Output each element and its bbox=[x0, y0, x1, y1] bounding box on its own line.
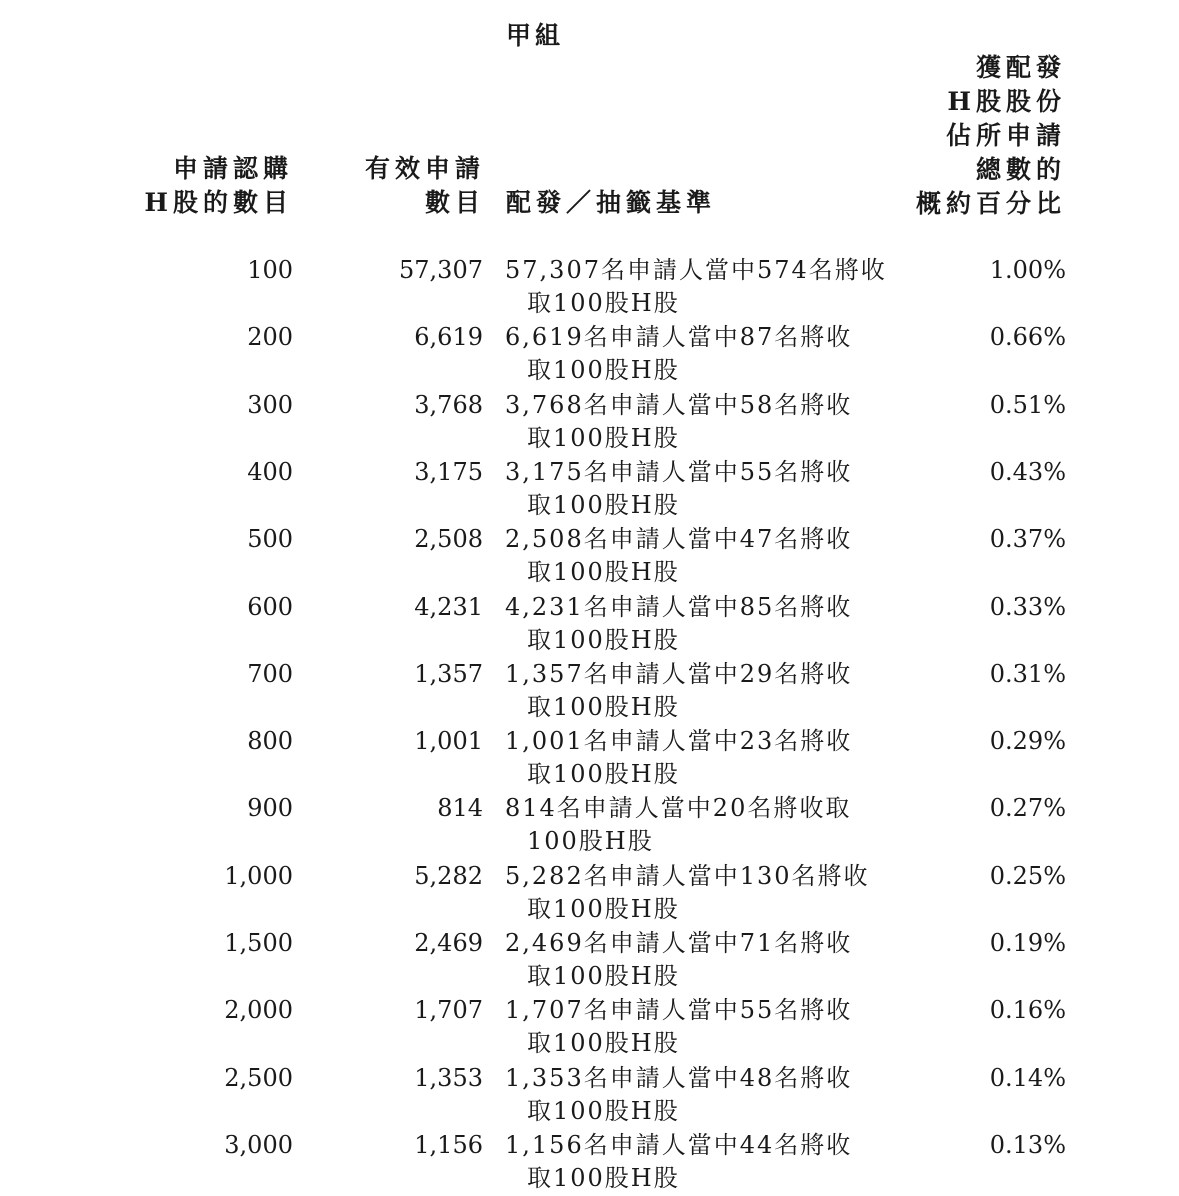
basis-line: 3,175名申請人當中55名將收 bbox=[505, 458, 853, 486]
table-row bbox=[0, 591, 1179, 658]
allotment-basis-cell bbox=[505, 860, 895, 926]
valid-applications-cell: 1,156 bbox=[414, 1131, 483, 1159]
basis-line: 取100股H股 bbox=[527, 1164, 680, 1192]
basis-line: 1,707名申請人當中55名將收 bbox=[505, 996, 853, 1024]
valid-applications-cell: 2,508 bbox=[414, 525, 483, 553]
basis-line: 取100股H股 bbox=[527, 693, 680, 721]
allotment-basis-cell bbox=[505, 927, 895, 993]
basis-line: 3,768名申請人當中58名將收 bbox=[505, 391, 853, 419]
applied-shares-cell: 900 bbox=[247, 794, 293, 822]
basis-line: 5,282名申請人當中130名將收 bbox=[505, 862, 870, 890]
basis-line: 取100股H股 bbox=[527, 558, 680, 586]
valid-applications-cell: 3,175 bbox=[414, 458, 483, 486]
table-row bbox=[0, 792, 1179, 859]
percentage-cell: 0.33% bbox=[989, 593, 1066, 621]
allotment-basis-cell bbox=[505, 389, 895, 455]
header-percent-line: H股股份 bbox=[947, 87, 1066, 116]
valid-applications-cell: 3,768 bbox=[414, 391, 483, 419]
percentage-cell: 0.43% bbox=[989, 458, 1066, 486]
percentage-cell: 0.13% bbox=[989, 1131, 1066, 1159]
table-row bbox=[0, 389, 1179, 456]
applied-shares-cell: 100 bbox=[247, 256, 293, 284]
percentage-cell: 0.14% bbox=[989, 1064, 1066, 1092]
percentage-cell: 0.66% bbox=[989, 323, 1066, 351]
percentage-cell: 0.19% bbox=[989, 929, 1066, 957]
basis-line: 取100股H股 bbox=[527, 424, 680, 452]
basis-line: 2,469名申請人當中71名將收 bbox=[505, 929, 853, 957]
header-allotment-basis: 配發／抽籤基準 bbox=[506, 188, 717, 217]
allotment-basis-cell bbox=[505, 456, 895, 522]
group-title: 甲組 bbox=[506, 21, 565, 50]
table-row bbox=[0, 994, 1179, 1061]
valid-applications-cell: 6,619 bbox=[414, 323, 483, 351]
header-percent-line: 佔所申請 bbox=[945, 121, 1066, 150]
applied-shares-cell: 2,000 bbox=[224, 996, 293, 1024]
basis-line: 1,156名申請人當中44名將收 bbox=[505, 1131, 853, 1159]
table-row bbox=[0, 860, 1179, 927]
basis-line: 1,001名申請人當中23名將收 bbox=[505, 727, 853, 755]
allotment-basis-cell bbox=[505, 254, 895, 320]
allotment-basis-cell bbox=[505, 591, 895, 657]
valid-applications-cell: 5,282 bbox=[414, 862, 483, 890]
valid-applications-cell: 1,353 bbox=[414, 1064, 483, 1092]
valid-applications-cell: 1,357 bbox=[414, 660, 483, 688]
header-percent-line: 總數的 bbox=[975, 155, 1066, 184]
valid-applications-cell: 814 bbox=[437, 794, 483, 822]
basis-line: 取100股H股 bbox=[527, 962, 680, 990]
valid-applications-cell: 1,707 bbox=[414, 996, 483, 1024]
applied-shares-cell: 800 bbox=[247, 727, 293, 755]
allotment-basis-cell bbox=[505, 658, 895, 724]
basis-line: 取100股H股 bbox=[527, 760, 680, 788]
basis-line: 1,357名申請人當中29名將收 bbox=[505, 660, 853, 688]
percentage-cell: 0.16% bbox=[989, 996, 1066, 1024]
table-row bbox=[0, 456, 1179, 523]
header-valid-applications bbox=[365, 152, 485, 220]
basis-line: 2,508名申請人當中47名將收 bbox=[505, 525, 853, 553]
table-row bbox=[0, 523, 1179, 590]
applied-shares-cell: 2,500 bbox=[224, 1064, 293, 1092]
percentage-cell: 0.25% bbox=[989, 862, 1066, 890]
table-row bbox=[0, 254, 1179, 321]
basis-line: 57,307名申請人當中574名將收 bbox=[505, 256, 887, 284]
applied-shares-cell: 500 bbox=[247, 525, 293, 553]
basis-line: 取100股H股 bbox=[527, 491, 680, 519]
basis-line: 取100股H股 bbox=[527, 356, 680, 384]
allotment-basis-cell bbox=[505, 725, 895, 791]
allotment-basis-cell bbox=[505, 792, 895, 858]
valid-applications-cell: 1,001 bbox=[414, 727, 483, 755]
basis-line: 取100股H股 bbox=[527, 289, 680, 317]
table-row bbox=[0, 658, 1179, 725]
percentage-cell: 1.00% bbox=[989, 256, 1066, 284]
allotment-basis-cell bbox=[505, 1129, 895, 1195]
header-percent-line: 概約百分比 bbox=[915, 189, 1066, 218]
applied-shares-cell: 1,500 bbox=[224, 929, 293, 957]
basis-line: 1,353名申請人當中48名將收 bbox=[505, 1064, 853, 1092]
basis-line: 6,619名申請人當中87名將收 bbox=[505, 323, 853, 351]
header-applied-line: 申請認購 bbox=[172, 154, 293, 183]
header-valid-line: 數目 bbox=[424, 188, 485, 217]
basis-line: 4,231名申請人當中85名將收 bbox=[505, 593, 853, 621]
table-row bbox=[0, 725, 1179, 792]
basis-line: 814名申請人當中20名將收取 bbox=[505, 794, 852, 822]
applied-shares-cell: 200 bbox=[247, 323, 293, 351]
applied-shares-cell: 400 bbox=[247, 458, 293, 486]
basis-line: 100股H股 bbox=[527, 827, 654, 855]
allotment-basis-cell bbox=[505, 1062, 895, 1128]
allotment-basis-cell bbox=[505, 994, 895, 1060]
percentage-cell: 0.37% bbox=[989, 525, 1066, 553]
valid-applications-cell: 57,307 bbox=[399, 256, 483, 284]
table-row bbox=[0, 1062, 1179, 1129]
percentage-cell: 0.31% bbox=[989, 660, 1066, 688]
basis-line: 取100股H股 bbox=[527, 626, 680, 654]
header-percent-line: 獲配發 bbox=[975, 53, 1066, 82]
percentage-cell: 0.29% bbox=[989, 727, 1066, 755]
basis-line: 取100股H股 bbox=[527, 1029, 680, 1057]
applied-shares-cell: 3,000 bbox=[224, 1131, 293, 1159]
valid-applications-cell: 2,469 bbox=[414, 929, 483, 957]
table-row bbox=[0, 1129, 1179, 1196]
header-applied-shares bbox=[144, 152, 293, 220]
allotment-basis-cell bbox=[505, 321, 895, 387]
valid-applications-cell: 4,231 bbox=[414, 593, 483, 621]
table-row bbox=[0, 321, 1179, 388]
applied-shares-cell: 300 bbox=[247, 391, 293, 419]
allotment-basis-cell bbox=[505, 523, 895, 589]
header-applied-line: H股的數目 bbox=[144, 188, 293, 217]
basis-line: 取100股H股 bbox=[527, 895, 680, 923]
applied-shares-cell: 600 bbox=[247, 593, 293, 621]
percentage-cell: 0.51% bbox=[989, 391, 1066, 419]
percentage-cell: 0.27% bbox=[989, 794, 1066, 822]
applied-shares-cell: 1,000 bbox=[224, 862, 293, 890]
table-row bbox=[0, 927, 1179, 994]
header-allotted-percentage bbox=[916, 51, 1066, 221]
header-valid-line: 有效申請 bbox=[364, 154, 485, 183]
basis-line: 取100股H股 bbox=[527, 1097, 680, 1125]
applied-shares-cell: 700 bbox=[247, 660, 293, 688]
